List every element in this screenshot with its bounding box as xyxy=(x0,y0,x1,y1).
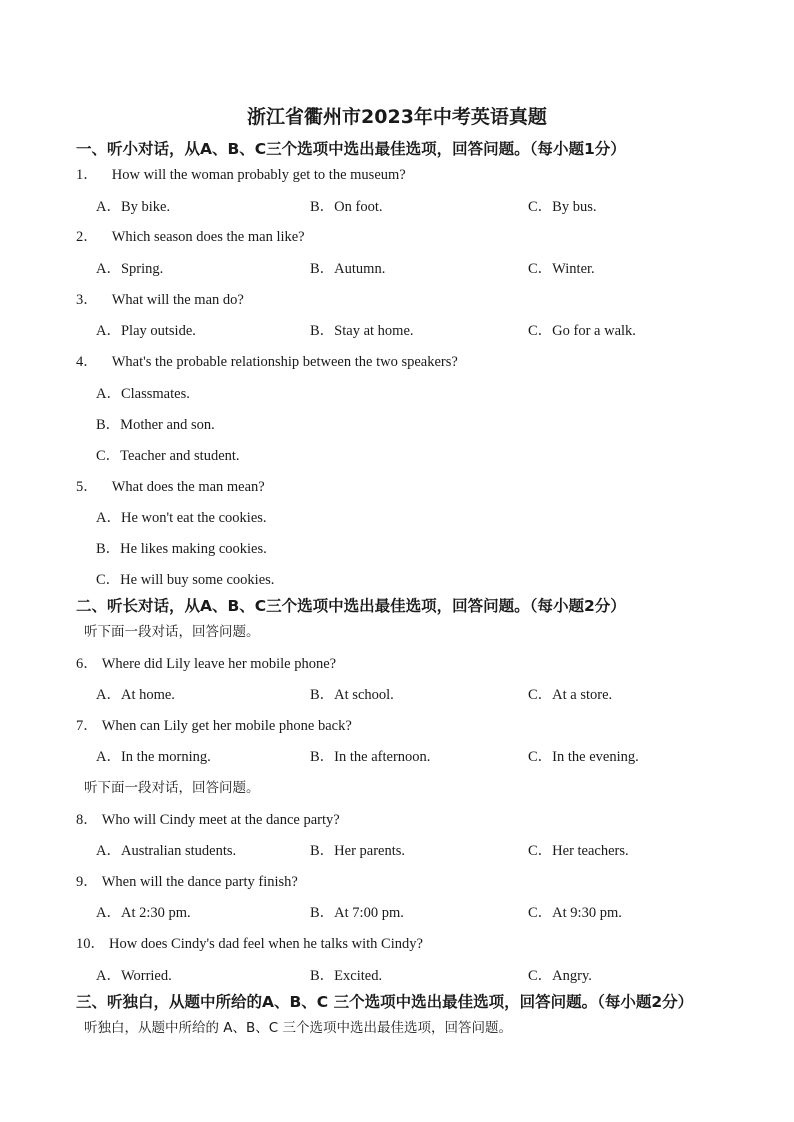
option-1a: A．By bike. xyxy=(96,199,171,215)
question-number: 3． xyxy=(76,292,98,308)
question-text: Who will Cindy meet at the dance party? xyxy=(101,812,340,828)
question-text: Where did Lily leave her mobile phone? xyxy=(101,656,337,672)
section-heading-2: 二、听长对话，从A、B、C三个选项中选出最佳选项，回答问题。（每小题2分） xyxy=(76,597,626,615)
option-3a: A．Play outside. xyxy=(96,323,196,339)
question-number: 6． xyxy=(76,656,98,672)
section-heading-3: 三、听独白，从题中所给的A、B、C 三个选项中选出最佳选项，回答问题。（每小题2分） xyxy=(76,993,694,1011)
question-9 xyxy=(76,872,776,892)
option-7c: C．In the evening. xyxy=(528,749,639,765)
option-8a: A．Australian students. xyxy=(96,843,237,859)
question-6 xyxy=(76,654,776,674)
question-1 xyxy=(76,165,776,185)
option-8b: B．Her parents. xyxy=(310,843,406,859)
option-6a: A．At home. xyxy=(96,687,175,703)
question-number: 8． xyxy=(76,812,98,828)
option-10b: B．Excited. xyxy=(310,968,383,984)
question-4 xyxy=(76,352,776,372)
option-6b: B．At school. xyxy=(310,687,394,703)
option-1b: B．On foot. xyxy=(310,199,383,215)
option-9c: C．At 9:30 pm. xyxy=(528,905,622,921)
question-5 xyxy=(76,477,776,497)
question-text: Which season does the man like? xyxy=(111,229,305,245)
option-4b: B．Mother and son. xyxy=(96,417,215,433)
question-text: How does Cindy's dad feel when he talks with Cindy? xyxy=(109,936,423,952)
question-number: 5． xyxy=(76,479,98,495)
page-title: 浙江省衢州市2023年中考英语真题 xyxy=(247,106,547,128)
section-heading-1: 一、听小对话，从A、B、C三个选项中选出最佳选项，回答问题。（每小题1分） xyxy=(76,140,626,158)
question-text: When will the dance party finish? xyxy=(101,874,298,890)
option-8c: C．Her teachers. xyxy=(528,843,629,859)
option-10a: A．Worried. xyxy=(96,968,172,984)
question-3 xyxy=(76,290,776,310)
section-2-intro: 听下面一段对话，回答问题。 xyxy=(84,624,260,640)
option-2b: B．Autumn. xyxy=(310,261,386,277)
question-number: 2． xyxy=(76,229,98,245)
question-text: When can Lily get her mobile phone back? xyxy=(101,718,352,734)
option-6c: C．At a store. xyxy=(528,687,613,703)
option-2a: A．Spring. xyxy=(96,261,164,277)
option-10c: C．Angry. xyxy=(528,968,592,984)
option-2c: C．Winter. xyxy=(528,261,595,277)
option-5b: B．He likes making cookies. xyxy=(96,541,267,557)
question-text: What's the probable relationship between the two speakers? xyxy=(111,354,458,370)
question-10 xyxy=(76,934,776,954)
option-7b: B．In the afternoon. xyxy=(310,749,431,765)
question-number: 10． xyxy=(76,936,105,952)
question-7 xyxy=(76,716,776,736)
option-5c: C．He will buy some cookies. xyxy=(96,572,275,588)
option-9b: B．At 7:00 pm. xyxy=(310,905,404,921)
option-1c: C．By bus. xyxy=(528,199,597,215)
option-5a: A．He won't eat the cookies. xyxy=(96,510,267,526)
section-2-intro-second: 听下面一段对话，回答问题。 xyxy=(84,780,260,796)
question-number: 9． xyxy=(76,874,98,890)
question-number: 4． xyxy=(76,354,98,370)
question-text: How will the woman probably get to the museum? xyxy=(111,167,406,183)
option-3b: B．Stay at home. xyxy=(310,323,414,339)
question-text: What will the man do? xyxy=(111,292,244,308)
question-text: What does the man mean? xyxy=(111,479,265,495)
option-3c: C．Go for a walk. xyxy=(528,323,636,339)
question-2 xyxy=(76,227,776,247)
question-8 xyxy=(76,810,776,830)
option-4a: A．Classmates. xyxy=(96,386,190,402)
question-number: 1． xyxy=(76,167,98,183)
option-4c: C．Teacher and student. xyxy=(96,448,240,464)
option-7a: A．In the morning. xyxy=(96,749,211,765)
option-9a: A．At 2:30 pm. xyxy=(96,905,191,921)
question-number: 7． xyxy=(76,718,98,734)
section-3-intro: 听独白，从题中所给的 A、B、C 三个选项中选出最佳选项，回答问题。 xyxy=(84,1020,513,1036)
